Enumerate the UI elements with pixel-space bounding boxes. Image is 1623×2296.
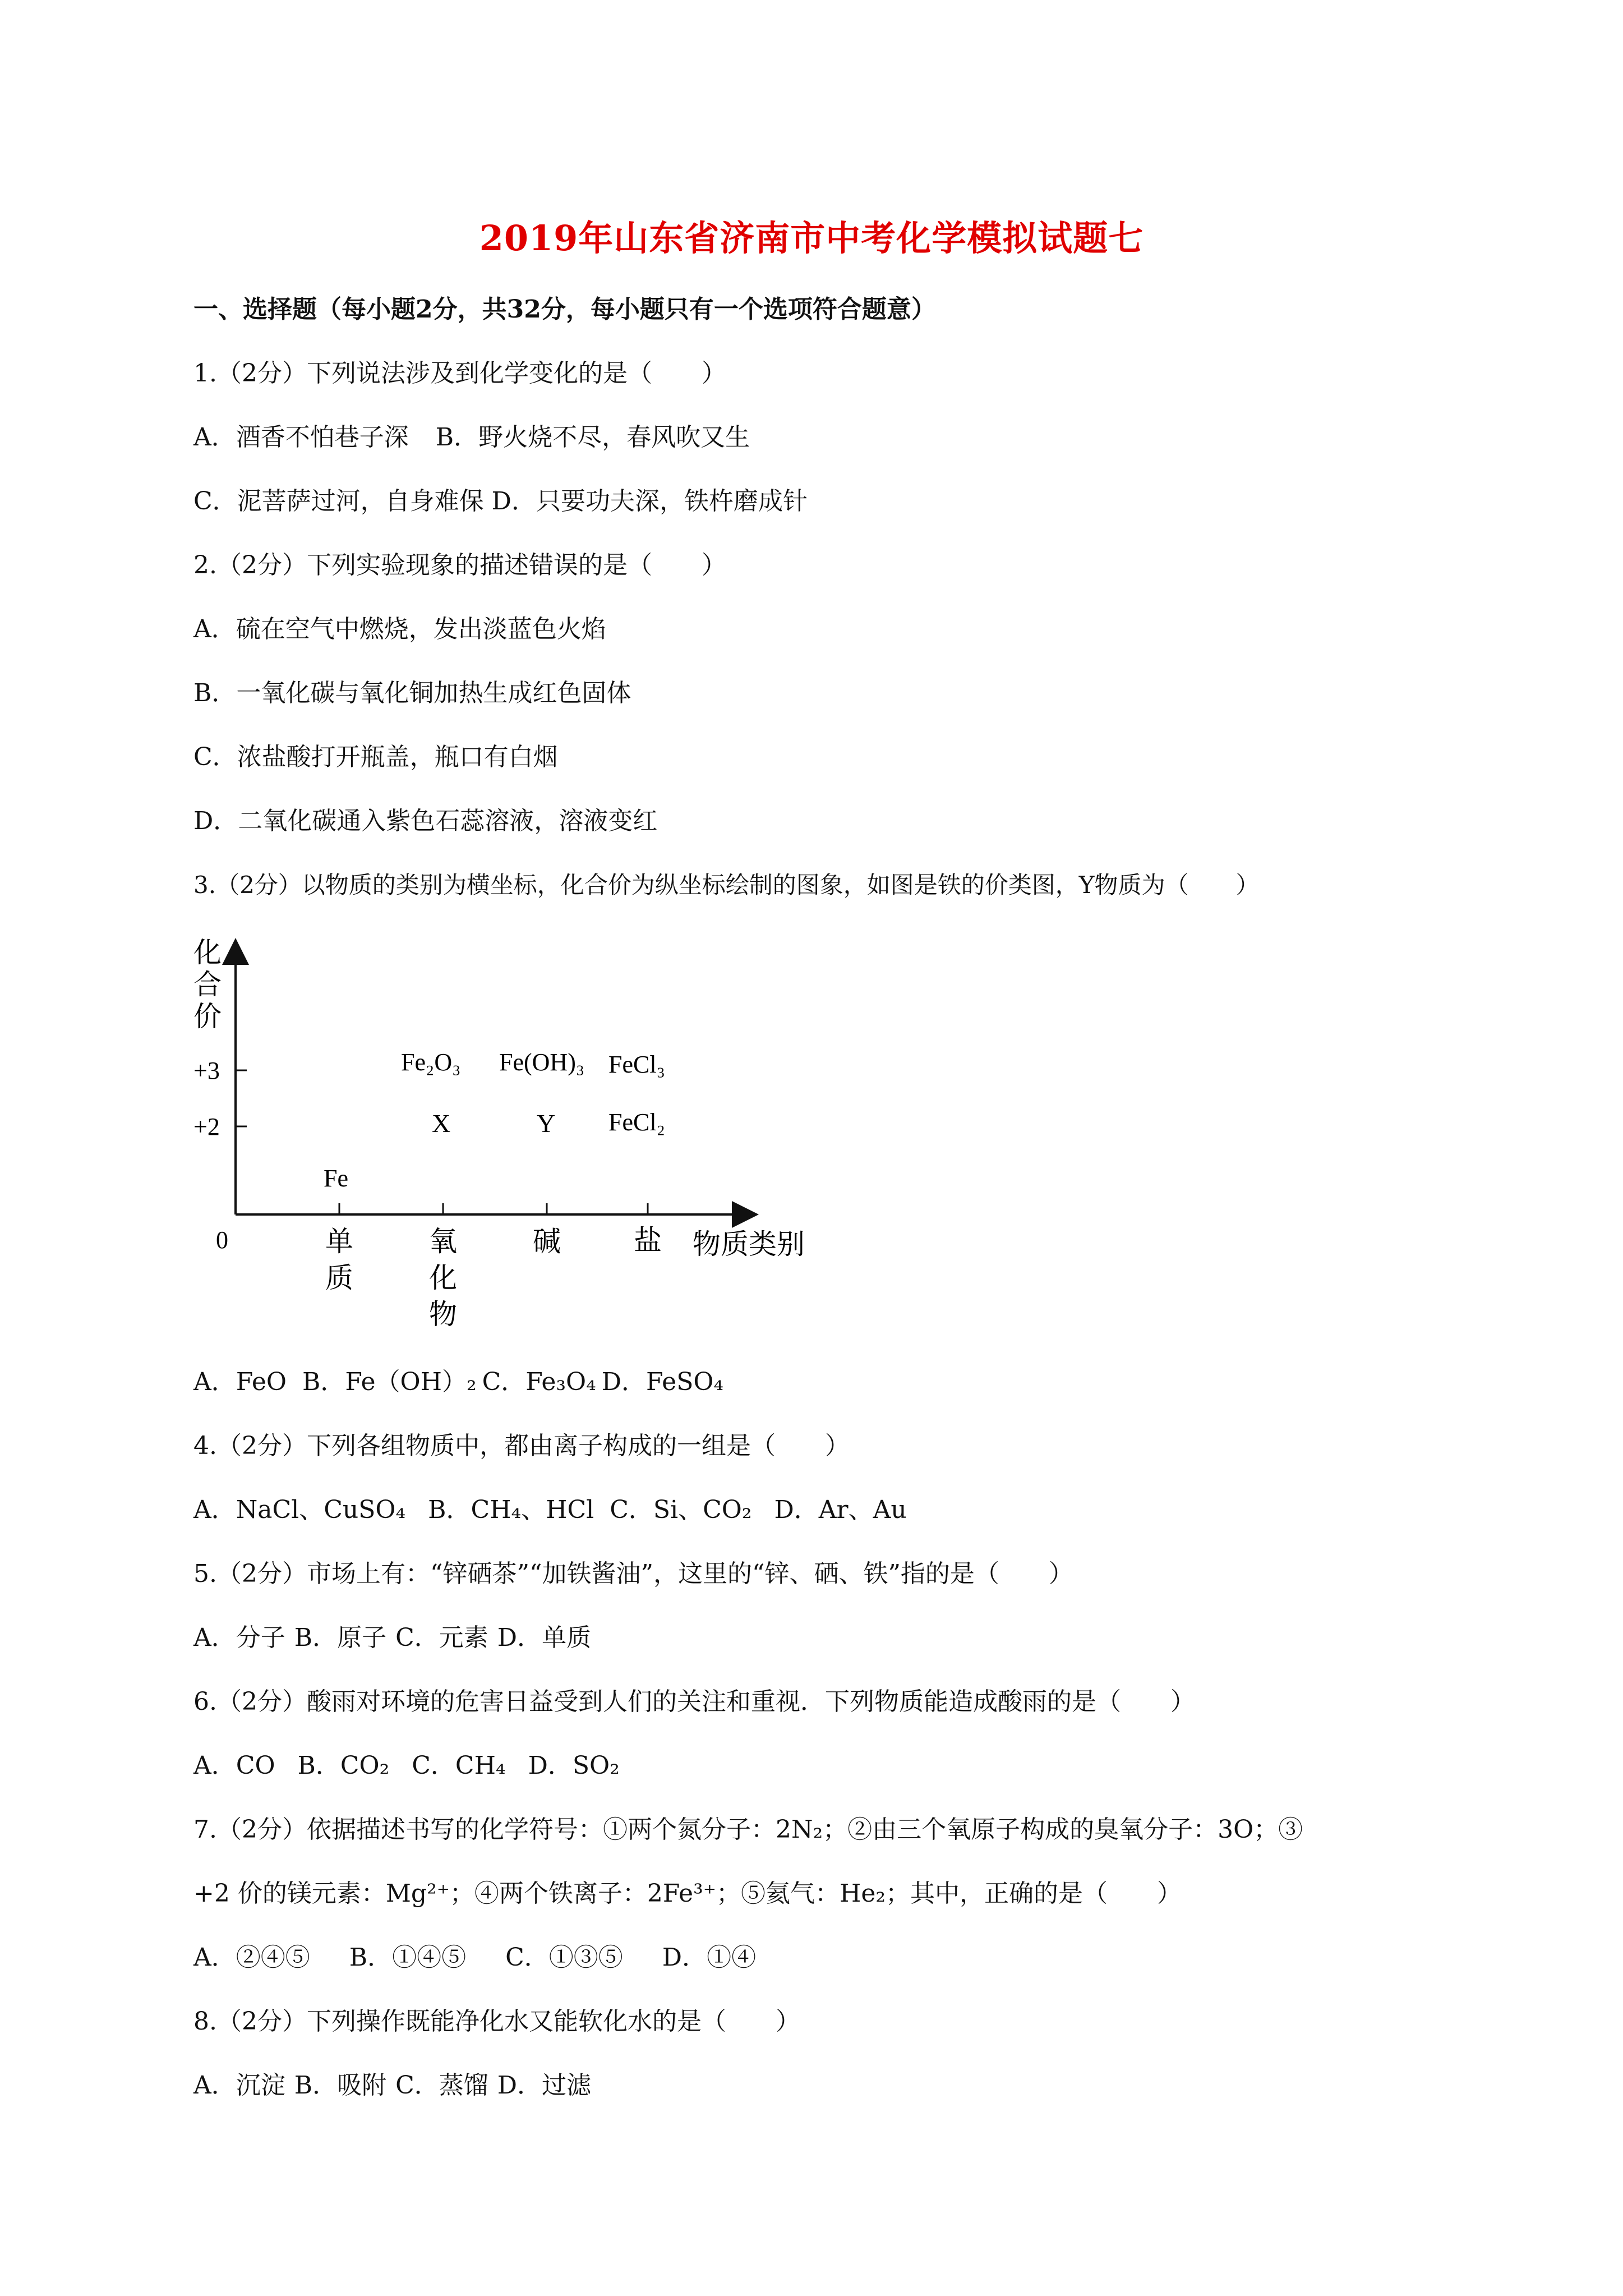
q3-option-a: A．FeO bbox=[193, 1368, 287, 1396]
question-5-stem: 5.（2分）市场上有：“锌硒茶”“加铁酱油”，这里的“锌、硒、铁”指的是（ ） bbox=[193, 1559, 1073, 1588]
q8-option-b: B．吸附 bbox=[294, 2071, 387, 2100]
q2-option-a: A．硫在空气中燃烧，发出淡蓝色火焰 bbox=[193, 615, 606, 643]
q7-option-d: D．①④ bbox=[662, 1943, 757, 1972]
iron-valence-category-diagram bbox=[193, 926, 838, 1363]
question-8-stem: 8.（2分）下列操作既能净化水又能软化水的是（ ） bbox=[193, 2007, 800, 2036]
question-3-stem: 3.（2分）以物质的类别为横坐标，化合价为纵坐标绘制的图象，如图是铁的价类图，Y物质为（ ） bbox=[193, 871, 1260, 899]
y-axis-label-2: 合 bbox=[193, 969, 222, 1000]
page-title: 2019年山东省济南市中考化学模拟试题七 bbox=[479, 218, 1144, 259]
point-fecl2: FeCl₂ bbox=[608, 1108, 665, 1136]
q5-option-a: A．分子 bbox=[193, 1623, 285, 1652]
q6-option-d: D．SO₂ bbox=[528, 1751, 620, 1780]
y-axis-label-3: 价 bbox=[193, 1001, 222, 1032]
q1-option-d: D．只要功夫深，铁杵磨成针 bbox=[491, 487, 808, 516]
q3-option-b: B．Fe（OH）₂ bbox=[302, 1368, 477, 1396]
question-2-stem: 2.（2分）下列实验现象的描述错误的是（ ） bbox=[193, 551, 726, 579]
q1-option-c: C．泥菩萨过河，自身难保 bbox=[193, 487, 484, 516]
point-feoh3: Fe(OH)₃ bbox=[499, 1048, 585, 1076]
x-category-oxide-3: 物 bbox=[429, 1299, 457, 1330]
question-6-options bbox=[193, 1749, 647, 1783]
q6-option-c: C．CH₄ bbox=[412, 1751, 506, 1780]
q8-option-a: A．沉淀 bbox=[193, 2071, 285, 2100]
y-axis-label-1: 化 bbox=[193, 937, 222, 968]
question-1-options-row2 bbox=[193, 485, 834, 518]
q7-option-c: C．①③⑤ bbox=[505, 1943, 623, 1972]
point-fe: Fe bbox=[324, 1165, 348, 1192]
question-4-stem: 4.（2分）下列各组物质中，都由离子构成的一组是（ ） bbox=[193, 1432, 850, 1460]
q7-option-b: B．①④⑤ bbox=[349, 1943, 467, 1972]
q4-option-a: A．NaCl、CuSO₄ bbox=[193, 1496, 406, 1524]
question-1-options-row1 bbox=[193, 421, 777, 454]
y-tick-label-plus3: +3 bbox=[193, 1057, 220, 1084]
q8-option-d: D．过滤 bbox=[497, 2071, 592, 2100]
q1-option-b: B．野火烧不尽，春风吹又生 bbox=[435, 423, 750, 452]
question-1-stem: 1.（2分）下列说法涉及到化学变化的是（ ） bbox=[193, 359, 726, 388]
point-fecl3: FeCl₃ bbox=[608, 1051, 665, 1078]
q5-option-c: C．元素 bbox=[395, 1623, 488, 1652]
q1-option-a: A．酒香不怕巷子深 bbox=[193, 423, 409, 452]
point-fe2o3: Fe₂O₃ bbox=[401, 1048, 461, 1076]
q4-option-c: C．Si、CO₂ bbox=[610, 1496, 752, 1524]
x-category-salt: 盐 bbox=[634, 1225, 662, 1256]
q6-option-b: B．CO₂ bbox=[297, 1751, 390, 1780]
x-category-elemental-2: 质 bbox=[325, 1262, 353, 1294]
question-7-stem-line2: +2 价的镁元素：Mg²⁺；④两个铁离子：2Fe³⁺；⑤氦气：He₂；其中，正确的是（ ） bbox=[193, 1879, 1182, 1908]
question-6-stem: 6.（2分）酸雨对环境的危害日益受到人们的关注和重视．下列物质能造成酸雨的是（ ） bbox=[193, 1687, 1195, 1716]
question-8-options bbox=[193, 2069, 618, 2102]
q3-option-c: C．Fe₃O₄ bbox=[482, 1368, 596, 1396]
y-tick-label-plus2: +2 bbox=[193, 1113, 220, 1140]
q2-option-d: D．二氧化碳通入紫色石蕊溶液，溶液变红 bbox=[193, 807, 658, 835]
question-3-options bbox=[193, 1365, 750, 1399]
q7-option-a: A．②④⑤ bbox=[193, 1943, 310, 1972]
q4-option-d: D．Ar、Au bbox=[774, 1496, 907, 1524]
section-heading: 一、选择题（每小题2分，共32分，每小题只有一个选项符合题意） bbox=[193, 295, 936, 324]
q8-option-c: C．蒸馏 bbox=[395, 2071, 488, 2100]
question-7-options bbox=[193, 1941, 783, 1975]
point-x: X bbox=[432, 1109, 451, 1138]
x-category-elemental-1: 单 bbox=[325, 1226, 353, 1257]
q2-option-c: C．浓盐酸打开瓶盖，瓶口有白烟 bbox=[193, 743, 558, 771]
q3-option-d: D．FeSO₄ bbox=[601, 1368, 724, 1396]
q6-option-a: A．CO bbox=[193, 1751, 275, 1780]
q5-option-b: B．原子 bbox=[294, 1623, 387, 1652]
x-category-oxide-1: 氧 bbox=[429, 1226, 457, 1257]
q2-option-b: B．一氧化碳与氧化铜加热生成红色固体 bbox=[193, 679, 631, 707]
origin-label: 0 bbox=[216, 1226, 228, 1254]
x-axis-label: 物质类别 bbox=[693, 1228, 805, 1260]
x-category-base: 碱 bbox=[533, 1226, 561, 1257]
question-4-options bbox=[193, 1493, 934, 1527]
point-y: Y bbox=[537, 1109, 556, 1138]
question-5-options bbox=[193, 1621, 618, 1655]
q4-option-b: B．CH₄、HCl bbox=[428, 1496, 594, 1524]
q5-option-d: D．单质 bbox=[497, 1623, 592, 1652]
question-7-stem-line1: 7.（2分）依据描述书写的化学符号：①两个氮分子：2N₂；②由三个氧原子构成的臭氧分子：3O；③ bbox=[193, 1815, 1303, 1844]
x-category-oxide-2: 化 bbox=[429, 1262, 457, 1294]
